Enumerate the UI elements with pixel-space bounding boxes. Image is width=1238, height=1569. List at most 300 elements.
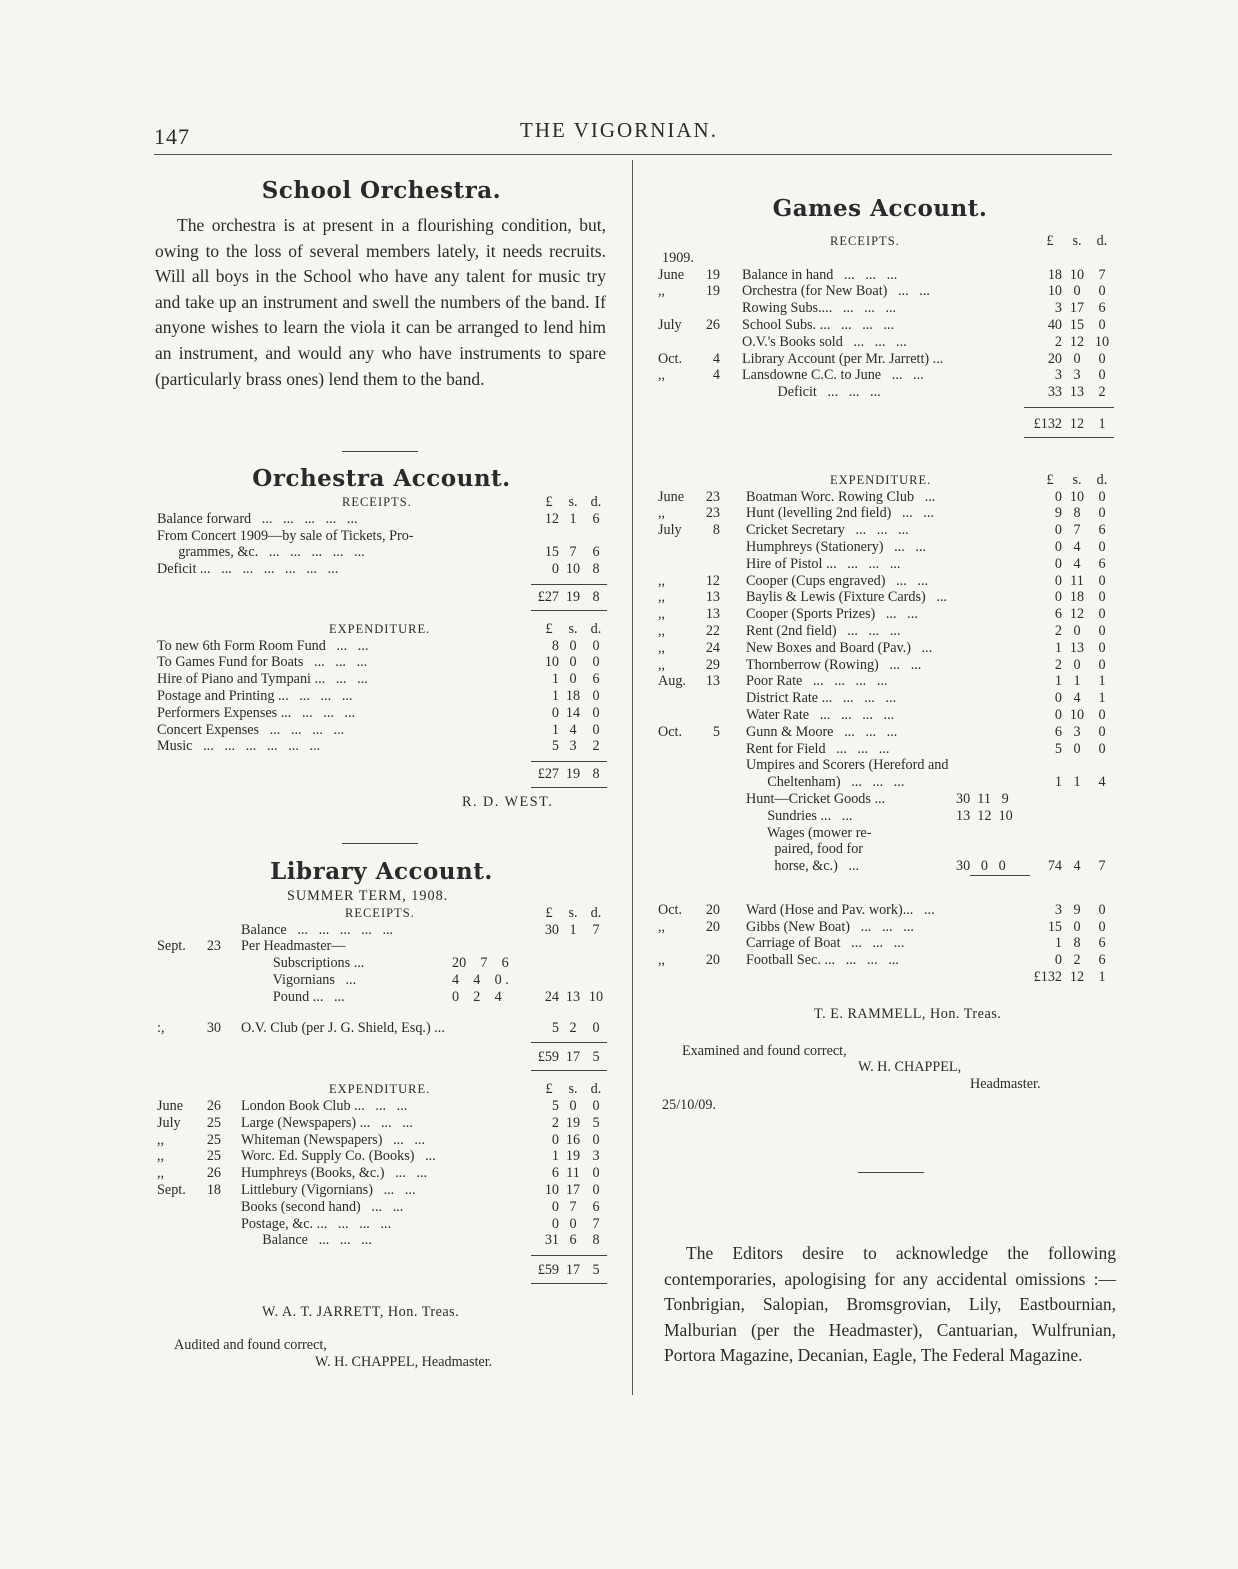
- row-pounds: 33: [1047, 384, 1062, 401]
- row-date: July: [658, 522, 682, 539]
- section-divider: [858, 1172, 924, 1173]
- row-pounds: 0: [1054, 488, 1062, 505]
- row-date: :,: [157, 1019, 165, 1036]
- page-number: 147: [154, 124, 190, 149]
- row-item: Cheltenham) ... ... ...: [746, 774, 905, 791]
- row-pounds: 1: [551, 671, 559, 688]
- row-pence: 1: [1098, 690, 1106, 707]
- library-receipts-total: [157, 1049, 612, 1066]
- total-shillings: 19: [565, 588, 581, 605]
- row-shillings: 2: [569, 1019, 577, 1036]
- total-shillings: 12: [1069, 969, 1085, 986]
- row-item: Thornberrow (Rowing) ... ...: [746, 656, 922, 673]
- receipt-row: [157, 528, 612, 545]
- row-pence: 0: [1098, 572, 1106, 589]
- expenditure-row: [157, 705, 612, 722]
- money-head-pence: d.: [590, 904, 602, 921]
- orchestra-receipts-total: [157, 589, 612, 606]
- row-pence: 0: [1098, 918, 1106, 935]
- row-item: Deficit ... ... ...: [742, 384, 881, 401]
- row-item: Music ... ... ... ... ... ...: [157, 738, 321, 755]
- row-item: Subscriptions ...: [241, 955, 365, 972]
- expenditure-row: [157, 1182, 612, 1199]
- row-pence: 0: [1098, 706, 1106, 723]
- row-pence: 0: [1098, 488, 1106, 505]
- games-examined: Examined and found correct,: [682, 1042, 847, 1059]
- money-head-pence: d.: [590, 620, 602, 637]
- receipt-row: [157, 955, 612, 972]
- row-day: 25: [206, 1114, 221, 1131]
- row-pence: 6: [592, 510, 600, 527]
- row-date: ,,: [658, 952, 666, 969]
- expenditure-row: [658, 556, 1120, 573]
- row-date: June: [658, 266, 685, 283]
- row-date: ,,: [157, 1131, 165, 1148]
- row-item: Books (second hand) ... ...: [241, 1198, 404, 1215]
- row-pounds: 0: [1054, 690, 1062, 707]
- row-item: Water Rate ... ... ... ...: [746, 706, 895, 723]
- row-item: To Games Fund for Boats ... ... ...: [157, 654, 368, 671]
- row-date: Aug.: [658, 673, 686, 690]
- orchestra-signature: R. D. WEST.: [462, 793, 554, 810]
- row-pounds: 15: [1047, 918, 1062, 935]
- expenditure-row: [658, 935, 1120, 952]
- library-expenditure-label: EXPENDITURE.: [329, 1082, 431, 1097]
- expenditure-row: [658, 707, 1120, 724]
- row-pounds: 1: [551, 687, 559, 704]
- games-receipts-label: RECEIPTS.: [830, 234, 900, 248]
- row-date: ,,: [157, 1148, 165, 1165]
- row-pence: 2: [592, 738, 600, 755]
- row-item: Umpires and Scorers (Hereford and: [746, 757, 949, 774]
- total-pounds: £132: [1033, 969, 1062, 986]
- expenditure-row: [658, 539, 1120, 556]
- row-item: Poor Rate ... ... ... ...: [746, 673, 888, 690]
- expenditure-row: [157, 1148, 612, 1165]
- receipt-row: [658, 384, 1120, 401]
- money-head-pound: £: [545, 494, 553, 510]
- expenditure-row: [658, 522, 1120, 539]
- row-item: Gibbs (New Boat) ... ... ...: [746, 918, 914, 935]
- expenditure-row: [658, 589, 1120, 606]
- library-auditor: W. H. CHAPPEL, Headmaster.: [315, 1353, 493, 1370]
- row-pounds: 10: [544, 1181, 559, 1198]
- row-day: 26: [206, 1165, 221, 1182]
- row-pence: 0: [1098, 740, 1106, 757]
- row-pence: 6: [1098, 555, 1106, 572]
- row-item: To new 6th Form Room Fund ... ...: [157, 637, 369, 654]
- row-shillings: 0: [569, 1097, 577, 1114]
- row-item: Humphreys (Stationery) ... ...: [746, 538, 927, 555]
- ov-club-row: [157, 1020, 612, 1037]
- total-shillings: 17: [565, 1262, 581, 1279]
- expenditure-row: [157, 1199, 612, 1216]
- row-item: horse, &c.) ...: [746, 858, 860, 875]
- library-account-heading: Library Account.: [270, 858, 493, 885]
- row-day: 26: [705, 316, 720, 333]
- row-day: 23: [705, 505, 720, 522]
- row-date: July: [157, 1114, 181, 1131]
- expenditure-row: [658, 623, 1120, 640]
- row-item: Balance forward ... ... ... ... ...: [157, 510, 358, 527]
- row-item: paired, food for: [746, 841, 864, 858]
- money-head-shillings: s.: [568, 1081, 578, 1098]
- row-shillings: 13: [1069, 384, 1085, 401]
- row-date: June: [157, 1097, 184, 1114]
- row-day: 20: [705, 952, 720, 969]
- row-pounds: 1: [1054, 673, 1062, 690]
- row-shillings: 0: [1073, 350, 1081, 367]
- games-examiner-title: Headmaster.: [970, 1076, 1041, 1093]
- row-subamount: 20 7 6: [452, 955, 509, 972]
- money-head-pence: d.: [590, 1081, 602, 1098]
- row-pence: 0: [592, 654, 600, 671]
- row-day: 19: [705, 283, 720, 300]
- row-pence: 0: [1098, 589, 1106, 606]
- row-date: ,,: [658, 572, 666, 589]
- orchestra-account-table: [157, 494, 612, 811]
- orchestra-expenditure-label: EXPENDITURE.: [329, 621, 431, 636]
- row-day: 25: [206, 1148, 221, 1165]
- column-divider: [632, 160, 633, 1395]
- row-pence: 10: [588, 988, 604, 1005]
- row-item: Hire of Piano and Tympani ... ... ...: [157, 671, 368, 688]
- row-pence: 0: [592, 687, 600, 704]
- money-head-shillings: s.: [1072, 233, 1082, 249]
- row-shillings: 0: [1073, 283, 1081, 300]
- money-head-shillings: s.: [568, 494, 578, 510]
- money-head-shillings: s.: [1072, 471, 1082, 488]
- expenditure-row: [157, 1232, 612, 1249]
- row-item: Hire of Pistol ... ... ... ...: [746, 555, 901, 572]
- row-pence: 6: [592, 671, 600, 688]
- row-pounds: 2: [1054, 656, 1062, 673]
- receipt-row: [658, 351, 1120, 368]
- row-pounds: 0: [1054, 952, 1062, 969]
- total-shillings: 12: [1069, 415, 1085, 432]
- total-pence: 1: [1098, 415, 1106, 432]
- row-pence: 0: [592, 721, 600, 738]
- row-item: Gunn & Moore ... ... ...: [746, 723, 898, 740]
- row-pounds: 3: [1054, 300, 1062, 317]
- running-title: THE VIGORNIAN.: [520, 118, 718, 142]
- row-pence: 5: [592, 1114, 600, 1131]
- row-shillings: 0: [1073, 740, 1081, 757]
- row-pounds: 0: [1054, 572, 1062, 589]
- row-date: Sept.: [157, 938, 186, 955]
- row-pence: 6: [1098, 935, 1106, 952]
- row-date: ,,: [658, 505, 666, 522]
- expenditure-row: [658, 825, 1120, 842]
- expenditure-row: [157, 1132, 612, 1149]
- total-pounds: £59: [537, 1262, 559, 1279]
- section-divider: [342, 843, 418, 844]
- row-pounds: 9: [1054, 505, 1062, 522]
- orchestra-paragraph: The orchestra is at present in a flourishing condition, but, owing to the loss of several members lately, it needs recruits. Will all boys in the School who have any talent for music try and take up an instrument and swell the numbers of the band. If anyone wishes to learn the viola it can be arranged to lend him an instrument, and would any who have instruments to spare (particularly brass ones) lend them to the band.: [155, 215, 606, 389]
- row-day: 4: [712, 350, 720, 367]
- row-shillings: 19: [565, 1114, 581, 1131]
- row-subamount: 0 2 4: [452, 988, 502, 1005]
- row-shillings: 7: [1073, 522, 1081, 539]
- row-day: 13: [705, 606, 720, 623]
- row-shillings: 3: [569, 738, 577, 755]
- receipt-row: [157, 511, 612, 528]
- expenditure-row: [658, 774, 1120, 791]
- row-date: ,,: [658, 606, 666, 623]
- row-shillings: 10: [1069, 266, 1085, 283]
- row-pounds: 0: [1054, 538, 1062, 555]
- row-item: Postage and Printing ... ... ... ...: [157, 687, 353, 704]
- row-pence: 0: [1098, 723, 1106, 740]
- row-shillings: 11: [566, 1165, 580, 1182]
- total-pounds: £27: [537, 766, 559, 783]
- library-receipts-label: RECEIPTS.: [345, 905, 415, 920]
- row-shillings: 4: [1073, 858, 1081, 875]
- row-shillings: 9: [1073, 901, 1081, 918]
- expenditure-row: [157, 722, 612, 739]
- total-shillings: 17: [565, 1049, 581, 1066]
- row-pounds: 6: [1054, 723, 1062, 740]
- row-subamount: 30 0 0: [956, 858, 1006, 875]
- row-pence: 0: [1098, 538, 1106, 555]
- row-pence: 0: [592, 1097, 600, 1114]
- orchestra-heading: School Orchestra.: [261, 177, 502, 204]
- expenditure-row: [658, 841, 1120, 858]
- expenditure-row: [658, 757, 1120, 774]
- money-head-pound: £: [545, 620, 553, 637]
- row-item: Concert Expenses ... ... ... ...: [157, 721, 345, 738]
- row-pence: 6: [1098, 952, 1106, 969]
- row-item: Deficit ... ... ... ... ... ... ...: [157, 561, 339, 578]
- row-shillings: 1: [1073, 774, 1081, 791]
- row-pounds: 0: [1054, 555, 1062, 572]
- row-item: Cooper (Sports Prizes) ... ...: [746, 606, 918, 623]
- games-year: 1909.: [662, 249, 694, 266]
- library-account-table: [157, 888, 612, 1370]
- expenditure-row: [157, 1115, 612, 1132]
- row-pounds: 0: [1054, 522, 1062, 539]
- expenditure-row: [658, 573, 1120, 590]
- expenditure-row: [157, 688, 612, 705]
- row-shillings: 13: [1069, 639, 1085, 656]
- total-pence: 8: [592, 588, 600, 605]
- row-shillings: 14: [565, 704, 581, 721]
- row-item: Sundries ... ...: [746, 807, 853, 824]
- row-pence: 7: [1098, 266, 1106, 283]
- receipt-row: [658, 367, 1120, 384]
- row-item: Vigornians ...: [241, 971, 357, 988]
- row-pounds: 31: [544, 1232, 559, 1249]
- row-pounds: 1: [551, 1148, 559, 1165]
- expenditure-row: [658, 505, 1120, 522]
- row-shillings: 1: [569, 921, 577, 938]
- row-shillings: 16: [565, 1131, 581, 1148]
- row-day: 20: [705, 918, 720, 935]
- row-pounds: 0: [1054, 706, 1062, 723]
- row-item: District Rate ... ... ... ...: [746, 690, 897, 707]
- row-item: Rent (2nd field) ... ... ...: [746, 622, 901, 639]
- row-item: Football Sec. ... ... ... ...: [746, 952, 899, 969]
- row-shillings: 10: [565, 561, 581, 578]
- row-pounds: 1: [1054, 639, 1062, 656]
- row-date: ,,: [658, 656, 666, 673]
- row-item: Pound ... ...: [241, 988, 345, 1005]
- row-pounds: 5: [551, 738, 559, 755]
- receipt-row: [658, 283, 1120, 300]
- row-item: New Boxes and Board (Pav.) ...: [746, 639, 933, 656]
- row-item: Per Headmaster—: [241, 938, 346, 955]
- expenditure-row: [658, 690, 1120, 707]
- row-pence: 8: [592, 1232, 600, 1249]
- row-pence: 10: [1094, 333, 1110, 350]
- row-pence: 0: [1098, 622, 1106, 639]
- section-divider: [342, 451, 418, 452]
- row-subamount: 30 11 9: [956, 790, 1009, 807]
- row-date: Oct.: [658, 901, 683, 918]
- row-shillings: 10: [1069, 706, 1085, 723]
- row-pounds: 5: [551, 1019, 559, 1036]
- money-head-pound: £: [545, 1081, 553, 1098]
- row-item: Whiteman (Newspapers) ... ...: [241, 1131, 425, 1148]
- row-pence: 0: [1098, 350, 1106, 367]
- row-pounds: 10: [1047, 283, 1062, 300]
- library-term: SUMMER TERM, 1908.: [287, 888, 449, 904]
- row-date: July: [658, 316, 682, 333]
- row-pounds: 0: [551, 1131, 559, 1148]
- row-shillings: 0: [1073, 918, 1081, 935]
- row-shillings: 3: [1073, 723, 1081, 740]
- row-day: 13: [705, 673, 720, 690]
- money-head-pence: d.: [1096, 471, 1108, 488]
- row-item: Library Account (per Mr. Jarrett) ...: [742, 350, 944, 367]
- orchestra-receipts-label: RECEIPTS.: [342, 495, 412, 509]
- row-pence: 0: [1098, 505, 1106, 522]
- row-pounds: 1: [1054, 774, 1062, 791]
- expenditure-row: [157, 738, 612, 755]
- row-day: 12: [705, 572, 720, 589]
- total-pence: 5: [592, 1049, 600, 1066]
- row-shillings: 4: [1073, 555, 1081, 572]
- row-date: Oct.: [658, 723, 683, 740]
- row-item: O.V. Club (per J. G. Shield, Esq.) ...: [241, 1019, 445, 1036]
- row-item: Carriage of Boat ... ... ...: [746, 935, 905, 952]
- row-item: From Concert 1909—by sale of Tickets, Pro-: [157, 527, 414, 544]
- row-shillings: 13: [565, 988, 581, 1005]
- row-pounds: 8: [551, 637, 559, 654]
- row-day: 23: [705, 488, 720, 505]
- row-shillings: 0: [569, 637, 577, 654]
- receipt-row: [658, 317, 1120, 334]
- row-item: Balance in hand ... ... ...: [742, 266, 898, 283]
- row-pence: 7: [592, 921, 600, 938]
- row-item: Humphreys (Books, &c.) ... ...: [241, 1165, 427, 1182]
- games-expenditure-label: EXPENDITURE.: [830, 472, 932, 487]
- row-date: ,,: [157, 1165, 165, 1182]
- row-pence: 6: [592, 1198, 600, 1215]
- money-head-pound: £: [1046, 471, 1054, 488]
- row-item: O.V.'s Books sold ... ... ...: [742, 333, 907, 350]
- row-shillings: 0: [569, 654, 577, 671]
- games-account-table: [658, 233, 1120, 1114]
- row-item: Cricket Secretary ... ... ...: [746, 522, 909, 539]
- games-account-heading: Games Account.: [772, 195, 988, 222]
- expenditure-row: [658, 952, 1120, 969]
- row-item: Performers Expenses ... ... ... ...: [157, 704, 356, 721]
- row-shillings: 17: [565, 1181, 581, 1198]
- row-date: ,,: [658, 639, 666, 656]
- row-item: Baylis & Lewis (Fixture Cards) ...: [746, 589, 947, 606]
- row-shillings: 0: [1073, 656, 1081, 673]
- row-pounds: 0: [1054, 589, 1062, 606]
- total-pounds: £27: [537, 588, 559, 605]
- row-day: 25: [206, 1131, 221, 1148]
- row-pounds: 15: [544, 544, 559, 561]
- row-pounds: 12: [544, 510, 559, 527]
- expenditure-row: [658, 858, 1120, 875]
- row-pounds: 24: [544, 988, 559, 1005]
- row-item: Littlebury (Vigornians) ... ...: [241, 1181, 416, 1198]
- games-examiner: W. H. CHAPPEL,: [858, 1059, 962, 1076]
- receipt-row: [157, 972, 612, 989]
- row-pence: 4: [1098, 774, 1106, 791]
- row-shillings: 10: [1069, 488, 1085, 505]
- receipt-row: [157, 989, 612, 1006]
- row-shillings: 19: [565, 1148, 581, 1165]
- row-shillings: 8: [1073, 505, 1081, 522]
- total-pence: 1: [1098, 969, 1106, 986]
- row-item: London Book Club ... ... ...: [241, 1097, 408, 1114]
- row-date: June: [658, 488, 685, 505]
- row-day: 22: [705, 622, 720, 639]
- row-pounds: 0: [551, 1198, 559, 1215]
- expenditure-row: [658, 919, 1120, 936]
- row-pounds: 40: [1047, 316, 1062, 333]
- row-shillings: 3: [1073, 367, 1081, 384]
- money-head-pound: £: [545, 904, 553, 921]
- row-date: ,,: [658, 283, 666, 300]
- money-head-pence: d.: [1096, 233, 1108, 249]
- expenditure-row: [658, 606, 1120, 623]
- row-date: ,,: [658, 622, 666, 639]
- receipt-row: [157, 922, 612, 939]
- expenditure-row: [658, 724, 1120, 741]
- expenditure-row: [658, 673, 1120, 690]
- row-item: Orchestra (for New Boat) ... ...: [742, 283, 930, 300]
- row-day: 20: [705, 901, 720, 918]
- row-item: Worc. Ed. Supply Co. (Books) ...: [241, 1148, 436, 1165]
- row-pounds: 6: [1054, 606, 1062, 623]
- expenditure-row: [658, 902, 1120, 919]
- row-shillings: 1: [569, 510, 577, 527]
- row-shillings: 6: [569, 1232, 577, 1249]
- total-pence: 5: [592, 1262, 600, 1279]
- row-item: Hunt (levelling 2nd field) ... ...: [746, 505, 934, 522]
- games-treasurer: T. E. RAMMELL, Hon. Treas.: [814, 1005, 1002, 1022]
- row-shillings: 4: [569, 721, 577, 738]
- total-pounds: £59: [537, 1049, 559, 1066]
- row-shillings: 0: [569, 1215, 577, 1232]
- row-shillings: 0: [1073, 622, 1081, 639]
- row-pounds: 10: [544, 654, 559, 671]
- library-treasurer: W. A. T. JARRETT, Hon. Treas.: [262, 1303, 460, 1320]
- total-shillings: 19: [565, 766, 581, 783]
- expenditure-row: [658, 741, 1120, 758]
- row-pounds: 2: [1054, 622, 1062, 639]
- row-shillings: 15: [1069, 316, 1085, 333]
- row-item: Ward (Hose and Pav. work)... ...: [746, 901, 935, 918]
- expenditure-row: [157, 654, 612, 671]
- row-day: 8: [712, 522, 720, 539]
